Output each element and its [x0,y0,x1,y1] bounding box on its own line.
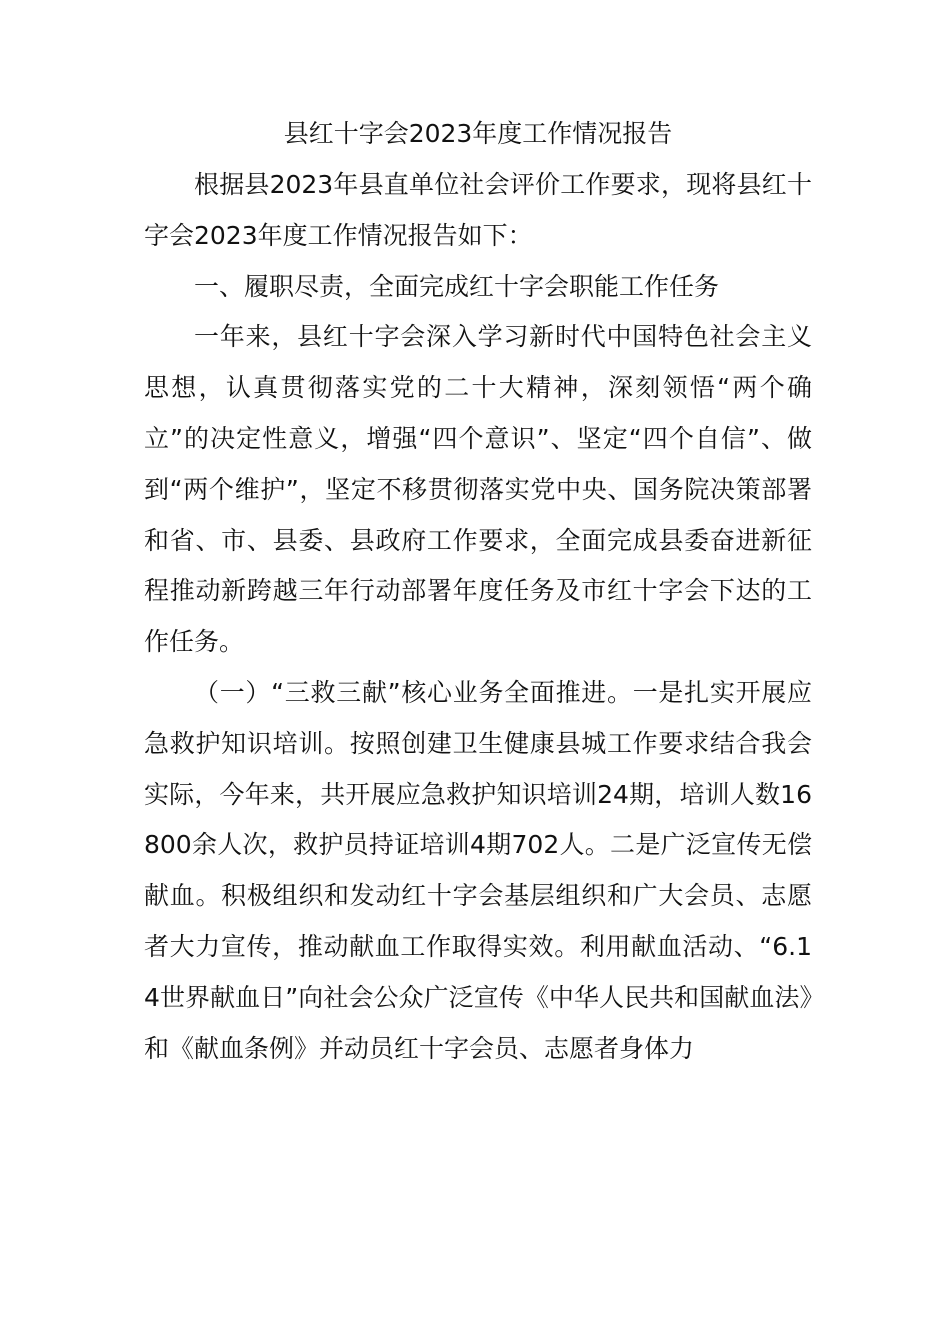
document-title: 县红十字会2023年度工作情况报告 [283,119,673,148]
section-heading-1: 一、履职尽责，全面完成红十字会职能工作任务 [194,271,720,301]
document-body [144,108,812,1074]
subsection-1-paragraph: （一）“三救三献”核心业务全面推进。一是扎实开展应急救护知识培训。按照创建卫生健康县城工作要求结合我会实际，今年来，共开展应急救护知识培训24期，培训人数16800余人次，救护员持证培训4期702人。二是广泛宣传无偿献血。积极组织和发动红十字会基层组织和广大会员、志愿者大力宣传，推动献血工作取得实效。利用献血活动、“6.14世界献血日”向社会公众广泛宣传《中华人民共和国献血法》和《献血条例》并动员红十字会员、志愿者身体力 [144,677,812,1063]
section-1-paragraph: 一年来，县红十字会深入学习新时代中国特色社会主义思想，认真贯彻落实党的二十大精神，深刻领悟“两个确立”的决定性意义，增强“四个意识”、坚定“四个自信”、做到“两个维护”，坚定不移贯彻落实党中央、国务院决策部署和省、市、县委、县政府工作要求，全面完成县委奋进新征程推动新跨越三年行动部署年度任务及市红十字会下达的工作任务。 [144,322,812,657]
intro-paragraph: 根据县2023年县直单位社会评价工作要求，现将县红十字会2023年度工作情况报告如下： [144,170,812,250]
